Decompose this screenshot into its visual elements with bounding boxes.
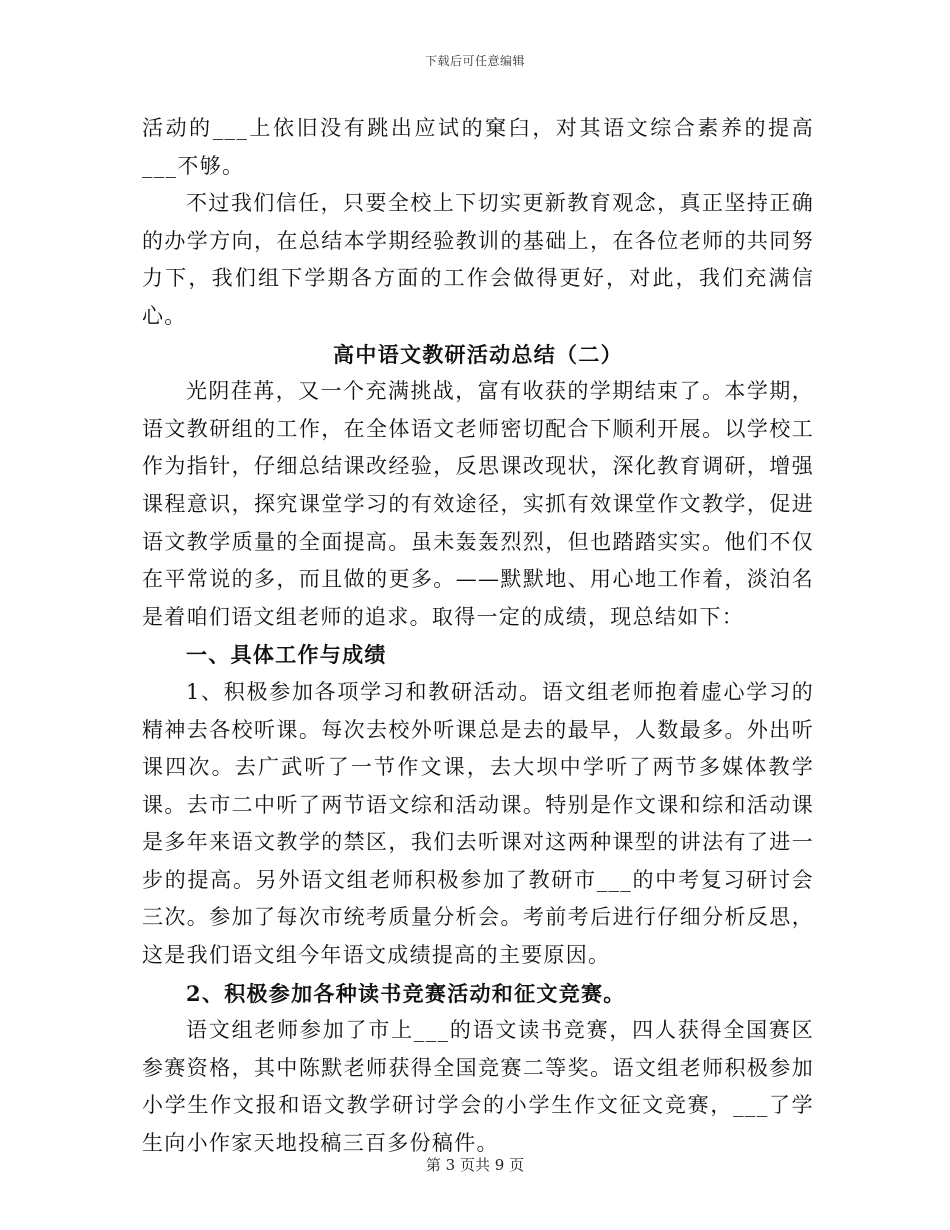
paragraph-confidence: 不过我们信任，只要全校上下切实更新教育观念，真正坚持正确的办学方向，在总结本学期经验教训的基础上，在各位老师的共同努力下，我们组下学期各方面的工作会做得更好，对此，我们充满信心。 (142, 191, 814, 328)
section-title: 高中语文教研活动总结（二） (333, 341, 623, 367)
paragraph-continuation: 活动的___上依旧没有跳出应试的窠臼，对其语文综合素养的提高___不够。 (142, 116, 814, 178)
paragraph-intro: 光阴荏苒，又一个充满挑战，富有收获的学期结束了。本学期，语文教研组的工作，在全体语文老师密切配合下顺利开展。以学校工作为指针，仔细总结课改经验，反思课改现状，深化教育调研，增强课程意识，探究课堂学习的有效途径，实抓有效课堂作文教学，促进语文教学质量的全面提高。虽未轰轰烈烈，但也踏踏实实。他们不仅在平常说的多，而且做的更多。——默默地、用心地工作着，淡泊名是着咱们语文组老师的追求。取得一定的成绩，现总结如下： (142, 379, 814, 629)
document-body (142, 110, 814, 1163)
page-footer: 第 3 页共 9 页 (425, 1156, 525, 1174)
heading-work-results: 一、具体工作与成绩 (186, 642, 387, 668)
heading-reading-contests: 2、积极参加各种读书竞赛活动和征文竞赛。 (186, 980, 626, 1006)
page-header: 下载后可任意编辑 (424, 54, 525, 68)
paragraph-contests: 语文组老师参加了市上___的语文读书竞赛，四人获得全国赛区参赛资格，其中陈默老师获得全国竞赛二等奖。语文组老师积极参加小学生作文报和语文教学研讨学会的小学生作文征文竞赛，___了学生向小作家天地投稿三百多份稿件。 (142, 1018, 814, 1156)
paragraph-study-activities: 1、积极参加各项学习和教研活动。语文组老师抱着虚心学习的精神去各校听课。每次去校外听课总是去的最早，人数最多。外出听课四次。去广武听了一节作文课，去大坝中学听了两节多媒体教学课。去市二中听了两节语文综和活动课。特别是作文课和综和活动课是多年来语文教学的禁区，我们去听课对这两种课型的讲法有了进一步的提高。另外语文组老师积极参加了教研市___的中考复习研讨会三次。参加了每次市统考质量分析会。考前考后进行仔细分析反思，这是我们语文组今年语文成绩提高的主要原因。 (142, 679, 814, 968)
